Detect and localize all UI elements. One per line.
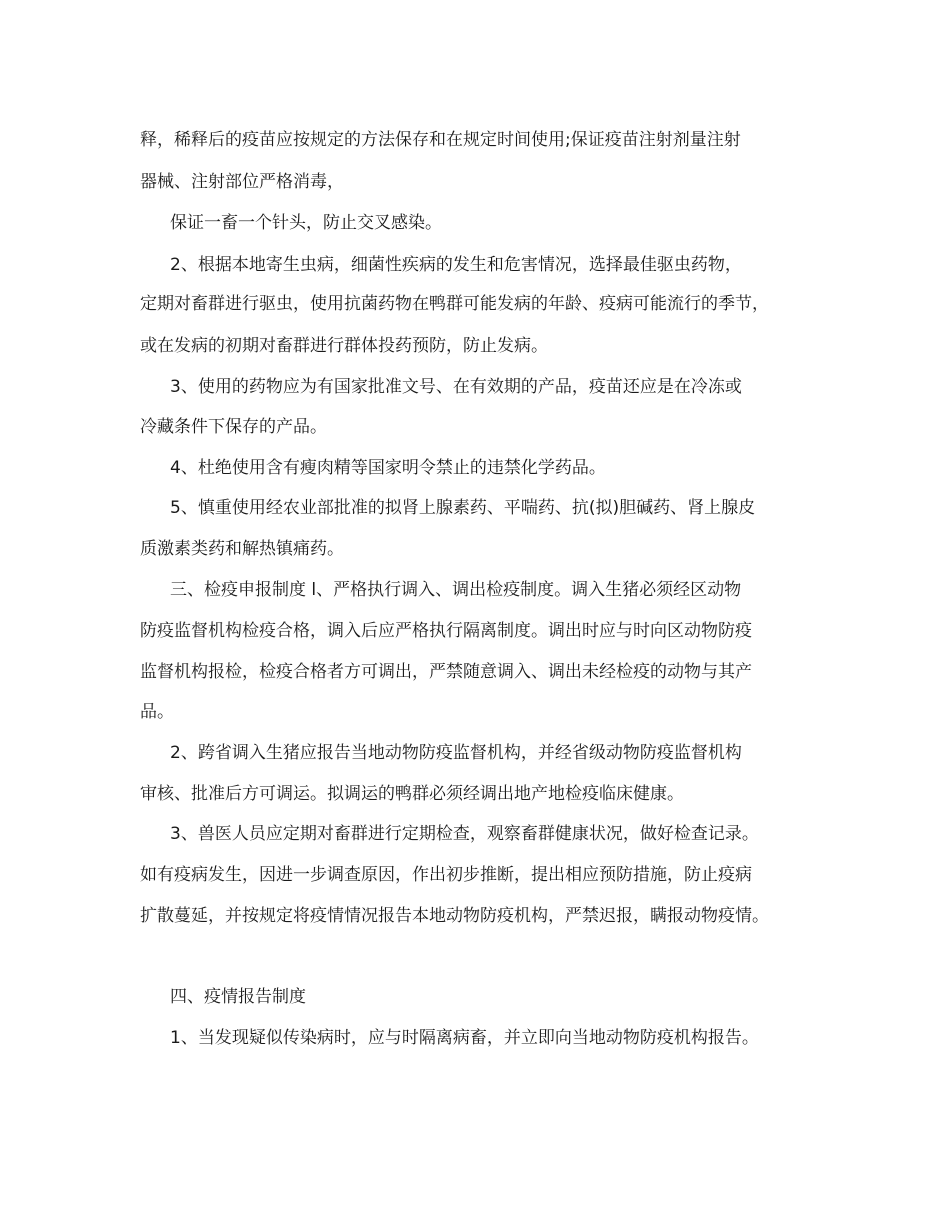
text-line: 5、慎重使用经农业部批准的拟肾上腺素药、平喘药、抗(拟)胆碱药、肾上腺皮 bbox=[170, 498, 756, 518]
text-line: 保证一畜一个针头，防止交叉感染。 bbox=[170, 213, 442, 233]
text-line: 扩散蔓延，并按规定将疫情情况报告本地动物防疫机构，严禁迟报，瞒报动物疫情。 bbox=[140, 906, 769, 926]
text-line: 审核、批准后方可调运。拟调运的鸭群必须经调出地产地检疫临床健康。 bbox=[140, 784, 684, 804]
text-line: 质激素类药和解热镇痛药。 bbox=[140, 539, 344, 559]
text-line: 3、使用的药物应为有国家批准文号、在有效期的产品，疫苗还应是在冷冻或 bbox=[170, 377, 742, 397]
text-line: 三、检疫申报制度 l、严格执行调入、调出检疫制度。调入生猪必须经区动物 bbox=[170, 580, 742, 600]
text-line: 冷藏条件下保存的产品。 bbox=[140, 417, 327, 437]
text-line: 或在发病的初期对畜群进行群体投药预防，防止发病。 bbox=[140, 336, 548, 356]
text-line: 4、杜绝使用含有瘦肉精等国家明令禁止的违禁化学药品。 bbox=[170, 458, 606, 478]
text-line: 品。 bbox=[140, 702, 174, 722]
text-line: 如有疫病发生，因进一步调查原因，作出初步推断，提出相应预防措施，防止疫病 bbox=[140, 865, 752, 885]
text-line: 释，稀释后的疫苗应按规定的方法保存和在规定时间使用;保证疫苗注射剂量注射 bbox=[140, 130, 741, 150]
text-line: 定期对畜群进行驱虫，使用抗菌药物在鸭群可能发病的年龄、疫病可能流行的季节， bbox=[140, 294, 769, 314]
text-line: 防疫监督机构检疫合格，调入后应严格执行隔离制度。调出时应与时向区动物防疫 bbox=[140, 621, 752, 641]
text-line: 2、跨省调入生猪应报告当地动物防疫监督机构，并经省级动物防疫监督机构 bbox=[170, 743, 742, 763]
section-heading: 四、疫情报告制度 bbox=[170, 987, 306, 1007]
text-line: 1、当发现疑似传染病时，应与时隔离病畜，并立即向当地动物防疫机构报告。 bbox=[170, 1028, 759, 1048]
text-line: 2、根据本地寄生虫病，细菌性疾病的发生和危害情况，选择最佳驱虫药物， bbox=[170, 255, 742, 275]
text-line: 3、兽医人员应定期对畜群进行定期检查，观察畜群健康状况，做好检查记录。 bbox=[170, 824, 759, 844]
text-line: 器械、注射部位严格消毒， bbox=[140, 172, 344, 192]
text-line: 监督机构报检，检疫合格者方可调出，严禁随意调入、调出未经检疫的动物与其产 bbox=[140, 662, 752, 682]
